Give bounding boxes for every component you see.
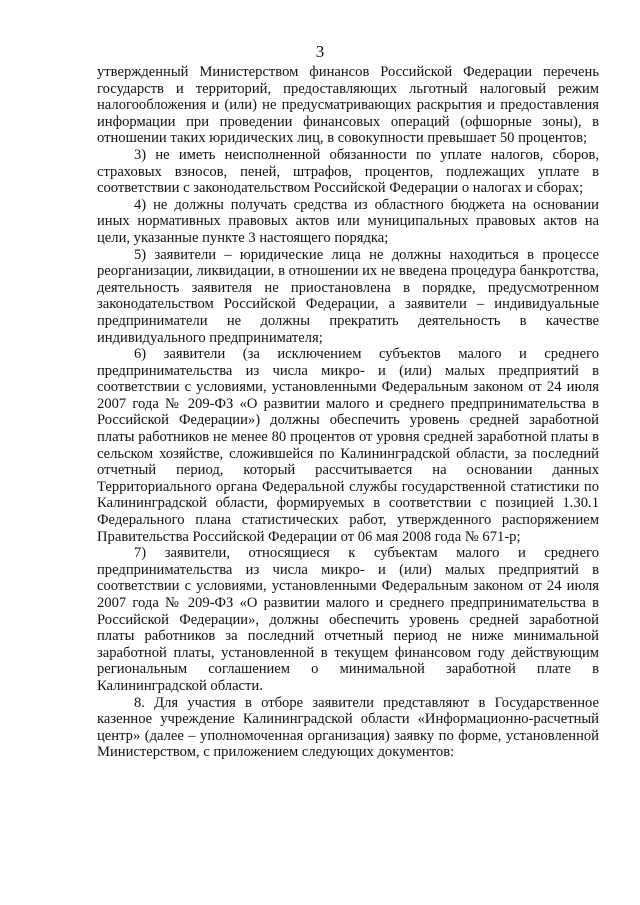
paragraph-item-3: 3) не иметь неисполненной обязанности по уплате налогов, сборов, страховых взносов, пеней, штрафов, процентов, подлежащих уплате в соответствии с законодательством Российской Федерации о налогах и сборах; [97,146,599,197]
paragraph-item-5: 5) заявители – юридические лица не должны находиться в процессе реорганизации, ликвидации, в отношении их не введена процедура банкротства, деятельность заявителя не приостановлена в порядке, предусмотренном законодательством Российской Федерации, а заявители – индивидуальные предприниматели не должны прекратить деятельность в качестве индивидуального предпринимателя; [97,246,599,346]
paragraph-item-6: 6) заявители (за исключением субъектов малого и среднего предпринимательства из числа микро- и (или) малых предприятий в соответствии с условиями, установленными Федеральным законом от 24 июля 2007 года № 209-ФЗ «О развитии малого и среднего предпринимательства в Российской Федерации») должны обеспечить уровень средней заработной платы работников не менее 80 процентов от уровня средней заработной платы в сельском хозяйстве, сложившейся по Калининградской области, за последний отчетный период, который рассчитывается на основании данных Территориального органа Федеральной службы государственной статистики по Калининградской области, формируемых в соответствии с позицией 1.30.1 Федерального плана статистических работ, утвержденного распоряжением Правительства Российской Федерации от 06 мая 2008 года № 671-р; [97,346,599,545]
paragraph-item-7: 7) заявители, относящиеся к субъектам малого и среднего предпринимательства из числа микро- и (или) малых предприятий в соответствии с условиями, установленными Федеральным законом от 24 июля 2007 года № 209-ФЗ «О развитии малого и среднего предпринимательства в Российской Федерации», должны обеспечить уровень средней заработной платы работников за последний отчетный период не ниже минимальной заработной платы, установленной в текущем финансовом году действующим региональным соглашением о минимальной заработной плате в Калининградской области. [97,545,599,694]
paragraph-item-4: 4) не должны получать средства из областного бюджета на основании иных нормативных правовых актов или муниципальных правовых актов на цели, указанные пункте 3 настоящего порядка; [97,196,599,246]
paragraph-continuation: утвержденный Министерством финансов Российской Федерации перечень государств и территорий, предоставляющих льготный налоговый режим налогообложения и (или) не предусматривающих раскрытия и предоставления информации при проведении финансовых операций (офшорные зоны), в отношении таких юридических лиц, в совокупности превышает 50 процентов; [97,64,599,147]
document-body [97,64,599,761]
page-number: 3 [315,42,325,61]
paragraph-section-8: 8. Для участия в отборе заявители представляют в Государственное казенное учреждение Калининградской области «Информационно-расчетный центр» (далее – уполномоченная организация) заявку по форме, установленной Министерством, с приложением следующих документов: [97,694,599,761]
